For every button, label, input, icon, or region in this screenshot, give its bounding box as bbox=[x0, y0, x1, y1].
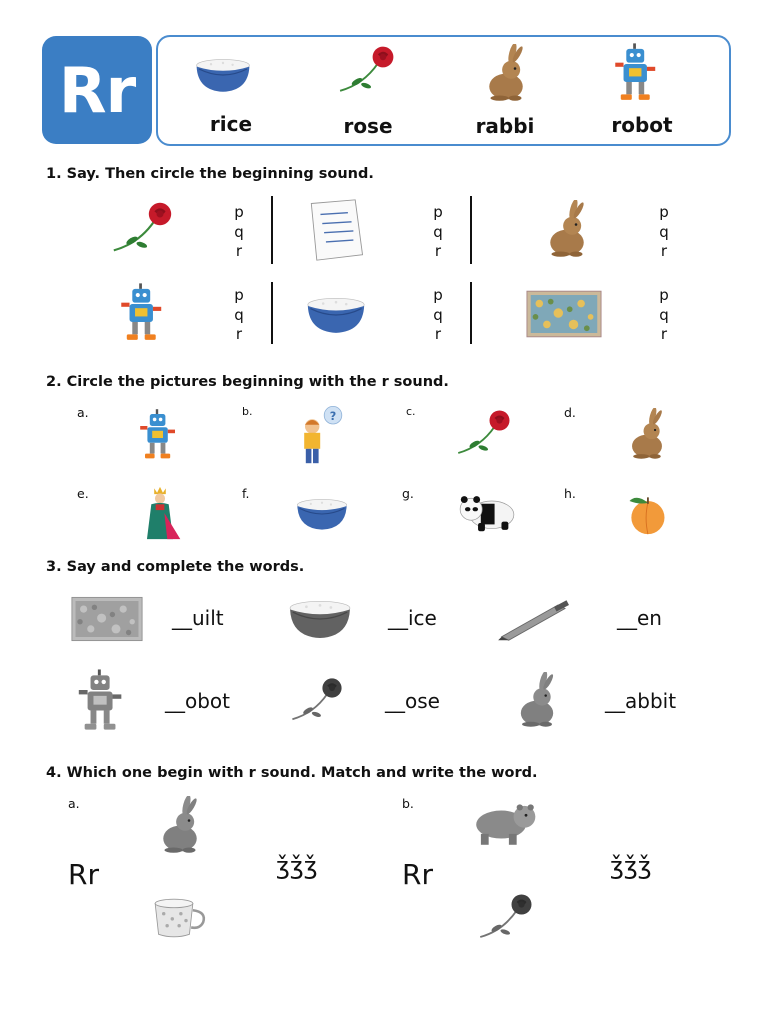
word-blank-ice[interactable]: __ice bbox=[388, 606, 437, 630]
item-label-a: a. bbox=[68, 796, 80, 811]
item-label-d: d. bbox=[564, 405, 576, 420]
option-q[interactable]: q bbox=[234, 222, 244, 241]
item-label-e: e. bbox=[77, 486, 89, 501]
header-word-rabbi: rabbi bbox=[475, 114, 535, 138]
rice-bowl-icon bbox=[304, 292, 368, 338]
option-q[interactable]: q bbox=[234, 305, 244, 324]
robot-icon bbox=[612, 42, 664, 104]
option-q[interactable]: q bbox=[433, 305, 443, 324]
header-word-robot: robot bbox=[611, 113, 673, 137]
option-p[interactable]: p bbox=[234, 286, 244, 304]
letter-badge bbox=[42, 36, 152, 144]
option-r[interactable]: r bbox=[434, 242, 442, 260]
section3-title: 3. Say and complete the words. bbox=[46, 559, 305, 575]
item-label-f: f. bbox=[242, 486, 250, 501]
option-q[interactable]: q bbox=[659, 305, 669, 324]
rabbit-icon bbox=[480, 44, 532, 102]
rice-bowl-icon[interactable] bbox=[294, 494, 350, 534]
robot-icon[interactable] bbox=[138, 408, 182, 462]
letter-badge-text: Rr bbox=[58, 53, 136, 127]
word-blank-uilt[interactable]: __uilt bbox=[172, 606, 224, 630]
item-label-b: b. bbox=[402, 796, 414, 811]
paper-list-icon bbox=[304, 198, 368, 262]
letters-rr: Rr bbox=[402, 858, 433, 891]
option-r[interactable]: r bbox=[235, 242, 243, 260]
rice-bowl-icon bbox=[193, 54, 253, 96]
quilt-icon bbox=[71, 596, 143, 642]
option-r[interactable]: r bbox=[660, 325, 668, 343]
option-r[interactable]: r bbox=[660, 242, 668, 260]
pqr-options bbox=[654, 203, 674, 262]
option-q[interactable]: q bbox=[433, 222, 443, 241]
rose-icon bbox=[288, 676, 352, 724]
rice-bowl-icon bbox=[286, 594, 354, 644]
header-word-rose: rose bbox=[343, 114, 393, 138]
pen-icon bbox=[494, 598, 578, 642]
divider bbox=[470, 196, 472, 264]
section1-title: 1. Say. Then circle the beginning sound. bbox=[46, 166, 374, 182]
header-word-rice: rice bbox=[209, 112, 253, 136]
item-label-b: b. bbox=[242, 405, 253, 418]
item-label-c: c. bbox=[406, 405, 416, 418]
word-blank-abbit[interactable]: __abbit bbox=[605, 689, 677, 713]
option-q[interactable]: q bbox=[659, 222, 669, 241]
option-p[interactable]: p bbox=[433, 203, 443, 221]
pqr-options bbox=[654, 286, 674, 345]
divider bbox=[271, 282, 273, 344]
option-r[interactable]: r bbox=[434, 325, 442, 343]
option-p[interactable]: p bbox=[234, 203, 244, 221]
bear-icon[interactable] bbox=[470, 798, 540, 848]
rose-icon[interactable] bbox=[454, 408, 520, 458]
queen-icon[interactable] bbox=[136, 484, 184, 542]
write-line[interactable]: ǯǯǯ bbox=[276, 852, 318, 880]
word-blank-ose[interactable]: __ose bbox=[385, 689, 440, 713]
option-p[interactable]: p bbox=[659, 286, 669, 304]
divider bbox=[271, 196, 273, 264]
section2-title: 2. Circle the pictures beginning with the r sound. bbox=[46, 374, 449, 390]
robot-icon bbox=[76, 668, 130, 734]
pqr-options bbox=[229, 203, 249, 262]
divider bbox=[470, 282, 472, 344]
option-r[interactable]: r bbox=[235, 325, 243, 343]
word-blank-en[interactable]: __en bbox=[617, 606, 662, 630]
pqr-options bbox=[428, 203, 448, 262]
cup-icon[interactable] bbox=[150, 896, 210, 940]
rose-icon bbox=[110, 200, 182, 256]
item-label-a: a. bbox=[77, 405, 89, 420]
rose-icon bbox=[334, 44, 406, 96]
peach-icon[interactable] bbox=[624, 490, 670, 536]
panda-icon[interactable] bbox=[456, 490, 518, 534]
option-p[interactable]: p bbox=[433, 286, 443, 304]
pqr-options bbox=[229, 286, 249, 345]
item-label-g: g. bbox=[402, 486, 414, 501]
rose-icon[interactable] bbox=[476, 892, 542, 942]
item-label-h: h. bbox=[564, 486, 576, 501]
confused-boy-icon[interactable] bbox=[290, 404, 352, 468]
rabbit-icon[interactable] bbox=[152, 796, 208, 854]
robot-icon bbox=[118, 282, 170, 344]
write-line[interactable]: ǯǯǯ bbox=[610, 852, 652, 880]
word-blank-obot[interactable]: __obot bbox=[165, 689, 231, 713]
quilt-icon bbox=[526, 290, 602, 338]
letters-rr: Rr bbox=[68, 858, 99, 891]
rabbit-icon bbox=[512, 672, 562, 728]
option-p[interactable]: p bbox=[659, 203, 669, 221]
rabbit-icon[interactable] bbox=[624, 408, 670, 460]
section4-title: 4. Which one begin with r sound. Match and write the word. bbox=[46, 765, 538, 781]
rabbit-icon bbox=[540, 200, 594, 258]
pqr-options bbox=[428, 286, 448, 345]
